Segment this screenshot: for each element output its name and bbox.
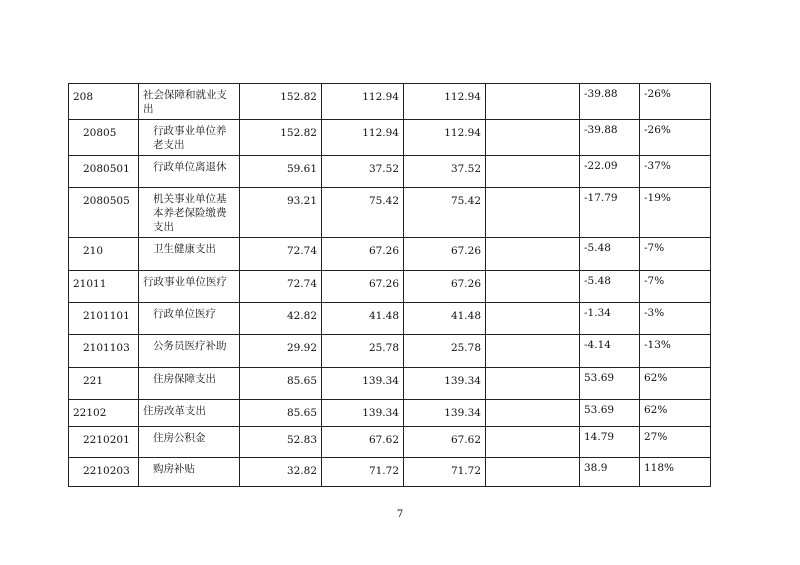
difference-cell-text: -1.34	[584, 307, 611, 319]
value-cell-3	[404, 156, 486, 188]
difference-cell	[580, 368, 640, 400]
name-cell-text: 公务员医疗补助	[153, 340, 227, 352]
value-cell-3	[404, 303, 486, 335]
name-cell	[139, 400, 240, 427]
code-cell	[69, 427, 139, 458]
name-cell	[139, 303, 240, 335]
value-cell-1	[240, 120, 322, 156]
value-cell-2	[322, 271, 404, 303]
difference-cell-text: -39.88	[584, 124, 618, 136]
value-cell-1-text: 152.82	[280, 127, 317, 139]
code-cell-text: 2101101	[83, 310, 130, 322]
value-cell-2-text: 139.34	[362, 375, 399, 387]
value-cell-3	[404, 458, 486, 487]
value-cell-1-text: 42.82	[286, 310, 317, 322]
value-cell-2-text: 37.52	[368, 163, 399, 175]
value-cell-3-text: 41.48	[450, 310, 481, 322]
percent-cell-text: -26%	[644, 124, 671, 136]
empty-cell	[486, 458, 580, 487]
difference-cell-text: 38.9	[584, 462, 608, 474]
table-row	[69, 368, 711, 400]
difference-cell	[580, 303, 640, 335]
empty-cell-text	[486, 120, 579, 126]
percent-cell	[640, 271, 711, 303]
code-cell-text: 221	[83, 375, 104, 387]
code-cell	[69, 271, 139, 303]
percent-cell	[640, 400, 711, 427]
name-cell	[139, 120, 240, 156]
code-cell	[69, 303, 139, 335]
empty-cell-text	[486, 188, 579, 194]
percent-cell-text: 27%	[644, 431, 668, 443]
name-cell-text: 行政事业单位医疗	[143, 276, 227, 288]
name-cell-text: 行政事业单位养老支出	[153, 125, 227, 151]
name-cell-text: 社会保障和就业支出	[143, 89, 227, 115]
percent-cell-text: -7%	[644, 275, 665, 287]
value-cell-2-text: 71.72	[368, 465, 399, 477]
code-cell	[69, 84, 139, 120]
empty-cell	[486, 303, 580, 335]
name-cell	[139, 335, 240, 368]
empty-cell-text	[486, 400, 579, 406]
empty-cell	[486, 335, 580, 368]
difference-cell	[580, 400, 640, 427]
name-cell	[139, 84, 240, 120]
code-cell	[69, 458, 139, 487]
table-row	[69, 458, 711, 487]
empty-cell-text	[486, 368, 579, 374]
name-cell-text: 住房保障支出	[153, 373, 216, 385]
value-cell-3	[404, 335, 486, 368]
percent-cell	[640, 368, 711, 400]
table-body	[69, 84, 711, 487]
value-cell-2-text: 75.42	[368, 195, 399, 207]
code-cell-text: 22102	[73, 407, 107, 419]
name-cell-text: 卫生健康支出	[153, 243, 216, 255]
value-cell-2-text: 112.94	[362, 127, 399, 139]
value-cell-1-text: 59.61	[286, 163, 317, 175]
value-cell-1	[240, 427, 322, 458]
name-cell	[139, 238, 240, 271]
value-cell-3-text: 67.62	[450, 434, 481, 446]
table-row	[69, 84, 711, 120]
difference-cell-text: -5.48	[584, 275, 611, 287]
empty-cell	[486, 84, 580, 120]
name-cell	[139, 156, 240, 188]
value-cell-2	[322, 120, 404, 156]
name-cell	[139, 427, 240, 458]
percent-cell-text: -37%	[644, 160, 671, 172]
code-cell-text: 2080505	[83, 195, 130, 207]
percent-cell	[640, 458, 711, 487]
value-cell-3	[404, 368, 486, 400]
value-cell-2	[322, 84, 404, 120]
empty-cell	[486, 120, 580, 156]
value-cell-2	[322, 188, 404, 238]
code-cell-text: 210	[83, 245, 104, 257]
percent-cell	[640, 156, 711, 188]
table-row	[69, 303, 711, 335]
difference-cell	[580, 271, 640, 303]
name-cell-text: 住房公积金	[153, 432, 206, 444]
value-cell-3	[404, 427, 486, 458]
name-cell	[139, 271, 240, 303]
percent-cell-text: -26%	[644, 88, 671, 100]
empty-cell-text	[486, 156, 579, 162]
percent-cell	[640, 120, 711, 156]
empty-cell	[486, 368, 580, 400]
code-cell-text: 21011	[73, 278, 107, 290]
value-cell-2	[322, 156, 404, 188]
code-cell-text: 2210203	[83, 465, 130, 477]
value-cell-3	[404, 400, 486, 427]
percent-cell-text: 62%	[644, 372, 668, 384]
empty-cell	[486, 238, 580, 271]
value-cell-1	[240, 368, 322, 400]
percent-cell-text: -3%	[644, 307, 665, 319]
percent-cell-text: 118%	[644, 462, 675, 474]
percent-cell	[640, 427, 711, 458]
value-cell-2-text: 67.26	[368, 278, 399, 290]
value-cell-3-text: 67.26	[450, 245, 481, 257]
difference-cell-text: -39.88	[584, 88, 618, 100]
value-cell-1	[240, 303, 322, 335]
table-row	[69, 188, 711, 238]
value-cell-1	[240, 271, 322, 303]
value-cell-2-text: 67.62	[368, 434, 399, 446]
name-cell-text: 购房补贴	[153, 463, 195, 475]
value-cell-2-text: 67.26	[368, 245, 399, 257]
table-row	[69, 271, 711, 303]
code-cell-text: 2080501	[83, 163, 130, 175]
table-row	[69, 427, 711, 458]
value-cell-1-text: 85.65	[286, 407, 317, 419]
empty-cell-text	[486, 335, 579, 341]
value-cell-2-text: 25.78	[368, 342, 399, 354]
code-cell	[69, 335, 139, 368]
value-cell-1-text: 72.74	[286, 278, 317, 290]
difference-cell	[580, 427, 640, 458]
value-cell-1	[240, 400, 322, 427]
percent-cell	[640, 84, 711, 120]
percent-cell-text: 62%	[644, 404, 668, 416]
value-cell-2-text: 112.94	[362, 91, 399, 103]
difference-cell	[580, 188, 640, 238]
percent-cell	[640, 238, 711, 271]
code-cell	[69, 400, 139, 427]
difference-cell-text: 53.69	[584, 404, 615, 416]
code-cell-text: 208	[73, 91, 94, 103]
difference-cell	[580, 238, 640, 271]
value-cell-1-text: 72.74	[286, 245, 317, 257]
value-cell-1	[240, 458, 322, 487]
name-cell-text: 行政单位离退休	[153, 161, 227, 173]
difference-cell	[580, 120, 640, 156]
empty-cell-text	[486, 271, 579, 277]
value-cell-1-text: 29.92	[286, 342, 317, 354]
empty-cell-text	[486, 303, 579, 309]
percent-cell	[640, 188, 711, 238]
value-cell-3-text: 67.26	[450, 278, 481, 290]
value-cell-2	[322, 368, 404, 400]
code-cell	[69, 368, 139, 400]
value-cell-3-text: 25.78	[450, 342, 481, 354]
code-cell-text: 2210201	[83, 434, 130, 446]
value-cell-1	[240, 238, 322, 271]
value-cell-2	[322, 303, 404, 335]
value-cell-1-text: 52.83	[286, 434, 317, 446]
difference-cell	[580, 458, 640, 487]
value-cell-1-text: 85.65	[286, 375, 317, 387]
difference-cell	[580, 335, 640, 368]
empty-cell	[486, 400, 580, 427]
empty-cell	[486, 188, 580, 238]
value-cell-3-text: 112.94	[444, 91, 481, 103]
difference-cell-text: -5.48	[584, 242, 611, 254]
value-cell-1	[240, 156, 322, 188]
value-cell-3	[404, 271, 486, 303]
percent-cell-text: -19%	[644, 192, 671, 204]
value-cell-3	[404, 120, 486, 156]
empty-cell-text	[486, 238, 579, 244]
value-cell-2	[322, 335, 404, 368]
value-cell-3	[404, 238, 486, 271]
page-number: 7	[396, 509, 404, 520]
difference-cell	[580, 84, 640, 120]
name-cell-text: 住房改革支出	[143, 405, 206, 417]
value-cell-3-text: 37.52	[450, 163, 481, 175]
value-cell-3	[404, 84, 486, 120]
code-cell	[69, 238, 139, 271]
value-cell-3-text: 139.34	[444, 407, 481, 419]
difference-cell-text: 53.69	[584, 372, 615, 384]
name-cell-text: 行政单位医疗	[153, 308, 216, 320]
table-row	[69, 400, 711, 427]
empty-cell-text	[486, 427, 579, 433]
value-cell-3-text: 139.34	[444, 375, 481, 387]
table-row	[69, 156, 711, 188]
name-cell	[139, 368, 240, 400]
name-cell	[139, 188, 240, 238]
value-cell-3-text: 75.42	[450, 195, 481, 207]
code-cell-text: 2101103	[83, 342, 130, 354]
table-row	[69, 120, 711, 156]
value-cell-2-text: 139.34	[362, 407, 399, 419]
difference-cell-text: 14.79	[584, 431, 615, 443]
percent-cell	[640, 335, 711, 368]
code-cell	[69, 156, 139, 188]
name-cell	[139, 458, 240, 487]
code-cell	[69, 120, 139, 156]
value-cell-1	[240, 84, 322, 120]
value-cell-1	[240, 188, 322, 238]
difference-cell	[580, 156, 640, 188]
name-cell-text: 机关事业单位基本养老保险缴费支出	[153, 193, 227, 233]
value-cell-1-text: 152.82	[280, 91, 317, 103]
empty-cell	[486, 427, 580, 458]
budget-table	[68, 83, 711, 487]
value-cell-2	[322, 458, 404, 487]
value-cell-3	[404, 188, 486, 238]
code-cell	[69, 188, 139, 238]
empty-cell-text	[486, 84, 579, 90]
percent-cell	[640, 303, 711, 335]
value-cell-2	[322, 427, 404, 458]
code-cell-text: 20805	[83, 127, 117, 139]
value-cell-3-text: 71.72	[450, 465, 481, 477]
value-cell-2	[322, 400, 404, 427]
table-row	[69, 335, 711, 368]
empty-cell	[486, 271, 580, 303]
value-cell-1-text: 32.82	[286, 465, 317, 477]
difference-cell-text: -17.79	[584, 192, 618, 204]
value-cell-3-text: 112.94	[444, 127, 481, 139]
value-cell-1-text: 93.21	[286, 195, 317, 207]
percent-cell-text: -13%	[644, 339, 671, 351]
percent-cell-text: -7%	[644, 242, 665, 254]
difference-cell-text: -22.09	[584, 160, 618, 172]
value-cell-1	[240, 335, 322, 368]
value-cell-2-text: 41.48	[368, 310, 399, 322]
value-cell-2	[322, 238, 404, 271]
empty-cell	[486, 156, 580, 188]
empty-cell-text	[486, 458, 579, 464]
difference-cell-text: -4.14	[584, 339, 611, 351]
table-row	[69, 238, 711, 271]
